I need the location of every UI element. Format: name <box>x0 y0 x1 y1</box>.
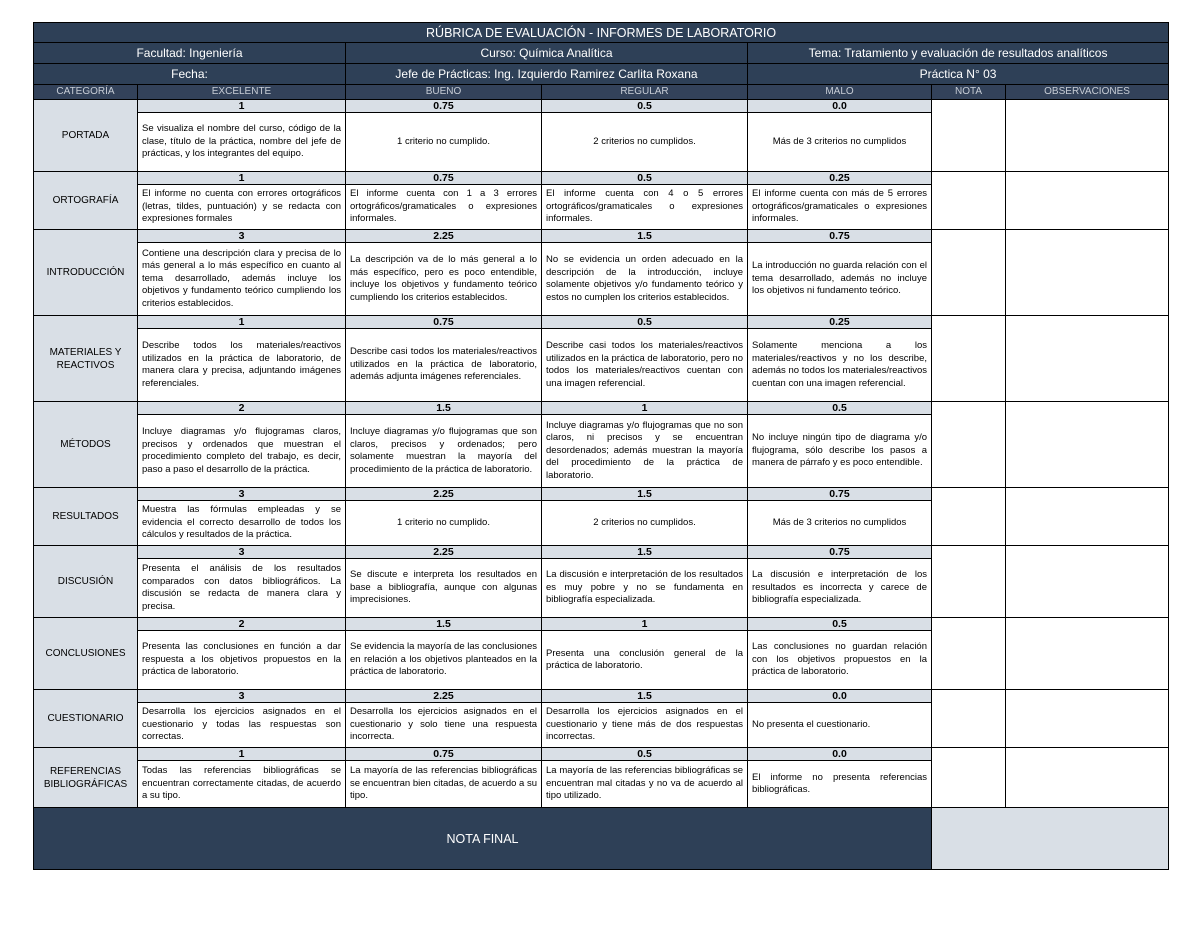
score-portada-excellent: 1 <box>138 100 346 113</box>
description-ortografia-regular: El informe cuenta con 4 o 5 errores ortográficos/gramaticales o expresiones informales. <box>542 185 748 230</box>
description-cuestionario-poor: No presenta el cuestionario. <box>748 703 932 748</box>
criterion-score-row <box>34 546 1169 559</box>
column-header-category: CATEGORÍA <box>34 85 138 100</box>
score-metodos-regular: 1 <box>542 402 748 415</box>
score-discusion-good: 2.25 <box>346 546 542 559</box>
date-label: Fecha: <box>34 64 346 85</box>
description-metodos-good: Incluye diagramas y/o flujogramas que son claros, precisos y ordenados; pero solamente muestran la mayoría del procedimiento de la práctica de laboratorio. <box>346 415 542 488</box>
description-metodos-excellent: Incluye diagramas y/o flujogramas claros, precisos y ordenados que muestran el procedimiento completo del trabajo, es decir, paso a paso el desarrollo de la práctica. <box>138 415 346 488</box>
score-referencias-bibliograficas-good: 0.75 <box>346 748 542 761</box>
final-grade-label: NOTA FINAL <box>34 808 932 870</box>
description-portada-regular: 2 criterios no cumplidos. <box>542 113 748 172</box>
grade-cell-conclusiones[interactable] <box>932 618 1006 690</box>
description-conclusiones-poor: Las conclusiones no guardan relación con los objetivos propuestos en la práctica de laboratorio. <box>748 631 932 690</box>
description-cuestionario-regular: Desarrolla los ejercicios asignados en el cuestionario y tiene más de dos respuestas incorrectas. <box>542 703 748 748</box>
criterion-score-row <box>34 748 1169 761</box>
description-referencias-bibliograficas-excellent: Todas las referencias bibliográficas se encuentran correctamente citadas, de acuerdo a su tipo. <box>138 761 346 808</box>
description-portada-excellent: Se visualiza el nombre del curso, código de la clase, título de la práctica, nombre del jefe de prácticas, y los integrantes del equipo. <box>138 113 346 172</box>
description-discusion-regular: La discusión e interpretación de los resultados es muy pobre y no se fundamenta en bibliografía especializada. <box>542 559 748 618</box>
description-introduccion-regular: No se evidencia un orden adecuado en la descripción de la introducción, incluye solamente objetivos y/o fundamento teórico y estos no cumplen los criterios establecidos. <box>542 243 748 316</box>
column-header-poor: MALO <box>748 85 932 100</box>
grade-cell-introduccion[interactable] <box>932 230 1006 316</box>
description-discusion-excellent: Presenta el análisis de los resultados comparados con datos bibliográficos. La discusión se redacta de manera clara y precisa. <box>138 559 346 618</box>
score-introduccion-regular: 1.5 <box>542 230 748 243</box>
score-resultados-good: 2.25 <box>346 488 542 501</box>
description-metodos-poor: No incluye ningún tipo de diagrama y/o flujograma, sólo describe los pasos a manera de párrafo y es poco entendible. <box>748 415 932 488</box>
score-conclusiones-poor: 0.5 <box>748 618 932 631</box>
faculty-label: Facultad: Ingeniería <box>34 43 346 64</box>
score-portada-regular: 0.5 <box>542 100 748 113</box>
score-referencias-bibliograficas-poor: 0.0 <box>748 748 932 761</box>
topic-label: Tema: Tratamiento y evaluación de resultados analíticos <box>748 43 1169 64</box>
score-cuestionario-regular: 1.5 <box>542 690 748 703</box>
criterion-score-row <box>34 316 1169 329</box>
description-portada-poor: Más de 3 criterios no cumplidos <box>748 113 932 172</box>
score-cuestionario-excellent: 3 <box>138 690 346 703</box>
description-conclusiones-excellent: Presenta las conclusiones en función a dar respuesta a los objetivos propuestos en la práctica de laboratorio. <box>138 631 346 690</box>
score-ortografia-regular: 0.5 <box>542 172 748 185</box>
description-cuestionario-excellent: Desarrolla los ejercicios asignados en el cuestionario y todas las respuestas son correctas. <box>138 703 346 748</box>
score-materiales-y-reactivos-regular: 0.5 <box>542 316 748 329</box>
score-materiales-y-reactivos-excellent: 1 <box>138 316 346 329</box>
rubric-table <box>33 22 1169 870</box>
score-cuestionario-good: 2.25 <box>346 690 542 703</box>
category-materiales-y-reactivos: MATERIALES Y REACTIVOS <box>34 316 138 402</box>
description-referencias-bibliograficas-good: La mayoría de las referencias bibliográficas se encuentran bien citadas, de acuerdo a su tipo. <box>346 761 542 808</box>
column-header-regular: REGULAR <box>542 85 748 100</box>
description-cuestionario-good: Desarrolla los ejercicios asignados en el cuestionario y solo tiene una respuesta incorrecta. <box>346 703 542 748</box>
description-resultados-regular: 2 criterios no cumplidos. <box>542 501 748 546</box>
description-introduccion-good: La descripción va de lo más general a lo más específico, pero es poco entendible, incluye los objetivos y fundamento teórico cumpliendo los criterios establecidos. <box>346 243 542 316</box>
observations-cell-metodos[interactable] <box>1006 402 1169 488</box>
category-portada: PORTADA <box>34 100 138 172</box>
description-materiales-y-reactivos-excellent: Describe todos los materiales/reactivos utilizados en la práctica de laboratorio, de manera clara y precisa, adjuntando imágenes referenciales. <box>138 329 346 402</box>
score-resultados-regular: 1.5 <box>542 488 748 501</box>
score-metodos-excellent: 2 <box>138 402 346 415</box>
score-discusion-excellent: 3 <box>138 546 346 559</box>
observations-cell-resultados[interactable] <box>1006 488 1169 546</box>
final-grade-row <box>34 808 1169 870</box>
description-materiales-y-reactivos-regular: Describe casi todos los materiales/reactivos utilizados en la práctica de laboratorio, pero no todos los materiales/reactivos cuentan con una imagen referencial. <box>542 329 748 402</box>
observations-cell-portada[interactable] <box>1006 100 1169 172</box>
description-metodos-regular: Incluye diagramas y/o flujogramas que no son claros, ni precisos y se encuentran desordenados; además muestran la mayoría del procedimiento de la práctica de laboratorio. <box>542 415 748 488</box>
description-ortografia-good: El informe cuenta con 1 a 3 errores ortográficos/gramaticales o expresiones informales. <box>346 185 542 230</box>
criterion-score-row <box>34 100 1169 113</box>
grade-cell-materiales-y-reactivos[interactable] <box>932 316 1006 402</box>
observations-cell-referencias-bibliograficas[interactable] <box>1006 748 1169 808</box>
description-materiales-y-reactivos-poor: Solamente menciona a los materiales/reactivos y no los describe, además no todos los materiales/reactivos cuentan con una imagen referencial. <box>748 329 932 402</box>
description-referencias-bibliograficas-regular: La mayoría de las referencias bibliográficas se encuentran mal citadas y no va de acuerdo al tipo utilizado. <box>542 761 748 808</box>
observations-cell-introduccion[interactable] <box>1006 230 1169 316</box>
column-header-observations: OBSERVACIONES <box>1006 85 1169 100</box>
description-introduccion-excellent: Contiene una descripción clara y precisa de lo más general a lo más específico en cuanto al tema desarrollado, además incluye los objetivos y fundamento teórico cumpliendo los criterios establecidos. <box>138 243 346 316</box>
category-introduccion: INTRODUCCIÓN <box>34 230 138 316</box>
score-ortografia-excellent: 1 <box>138 172 346 185</box>
description-discusion-poor: La discusión e interpretación de los resultados es incorrecta y carece de bibliografía especializada. <box>748 559 932 618</box>
grade-cell-resultados[interactable] <box>932 488 1006 546</box>
score-discusion-poor: 0.75 <box>748 546 932 559</box>
column-header-good: BUENO <box>346 85 542 100</box>
score-referencias-bibliograficas-regular: 0.5 <box>542 748 748 761</box>
description-resultados-excellent: Muestra las fórmulas empleadas y se evidencia el correcto desarrollo de todos los cálculos y resultados de la práctica. <box>138 501 346 546</box>
score-introduccion-good: 2.25 <box>346 230 542 243</box>
practice-label: Práctica N° 03 <box>748 64 1169 85</box>
score-discusion-regular: 1.5 <box>542 546 748 559</box>
category-discusion: DISCUSIÓN <box>34 546 138 618</box>
instructor-label: Jefe de Prácticas: Ing. Izquierdo Ramirez Carlita Roxana <box>346 64 748 85</box>
category-referencias-bibliograficas: REFERENCIAS BIBLIOGRÁFICAS <box>34 748 138 808</box>
rubric-title: RÚBRICA DE EVALUACIÓN - INFORMES DE LABORATORIO <box>34 23 1169 43</box>
final-grade-value[interactable] <box>932 808 1169 870</box>
observations-cell-discusion[interactable] <box>1006 546 1169 618</box>
score-conclusiones-regular: 1 <box>542 618 748 631</box>
description-materiales-y-reactivos-good: Describe casi todos los materiales/reactivos utilizados en la práctica de laboratorio, además adjunta imágenes referenciales. <box>346 329 542 402</box>
grade-cell-cuestionario[interactable] <box>932 690 1006 748</box>
grade-cell-ortografia[interactable] <box>932 172 1006 230</box>
description-referencias-bibliograficas-poor: El informe no presenta referencias bibliográficas. <box>748 761 932 808</box>
description-introduccion-poor: La introducción no guarda relación con el tema desarrollado, además no incluye los objetivos ni fundamento teórico. <box>748 243 932 316</box>
category-ortografia: ORTOGRAFÍA <box>34 172 138 230</box>
score-resultados-excellent: 3 <box>138 488 346 501</box>
score-cuestionario-poor: 0.0 <box>748 690 932 703</box>
criterion-score-row <box>34 488 1169 501</box>
column-header-grade: NOTA <box>932 85 1006 100</box>
observations-cell-cuestionario[interactable] <box>1006 690 1169 748</box>
description-resultados-poor: Más de 3 criterios no cumplidos <box>748 501 932 546</box>
observations-cell-ortografia[interactable] <box>1006 172 1169 230</box>
category-metodos: MÉTODOS <box>34 402 138 488</box>
score-introduccion-poor: 0.75 <box>748 230 932 243</box>
score-portada-poor: 0.0 <box>748 100 932 113</box>
column-header-excellent: EXCELENTE <box>138 85 346 100</box>
description-portada-good: 1 criterio no cumplido. <box>346 113 542 172</box>
category-cuestionario: CUESTIONARIO <box>34 690 138 748</box>
description-discusion-good: Se discute e interpreta los resultados en base a bibliografía, aunque con algunas imprecisiones. <box>346 559 542 618</box>
description-conclusiones-good: Se evidencia la mayoría de las conclusiones en relación a los objetivos planteados en la práctica de laboratorio. <box>346 631 542 690</box>
criterion-score-row <box>34 618 1169 631</box>
description-ortografia-poor: El informe cuenta con más de 5 errores ortográficos/gramaticales o expresiones informales. <box>748 185 932 230</box>
course-label: Curso: Química Analítica <box>346 43 748 64</box>
grade-cell-referencias-bibliograficas[interactable] <box>932 748 1006 808</box>
score-metodos-good: 1.5 <box>346 402 542 415</box>
score-ortografia-poor: 0.25 <box>748 172 932 185</box>
score-materiales-y-reactivos-good: 0.75 <box>346 316 542 329</box>
observations-cell-conclusiones[interactable] <box>1006 618 1169 690</box>
score-introduccion-excellent: 3 <box>138 230 346 243</box>
category-conclusiones: CONCLUSIONES <box>34 618 138 690</box>
criterion-score-row <box>34 402 1169 415</box>
score-metodos-poor: 0.5 <box>748 402 932 415</box>
description-ortografia-excellent: El informe no cuenta con errores ortográficos (letras, tildes, puntuación) y se redacta con expresiones formales <box>138 185 346 230</box>
observations-cell-materiales-y-reactivos[interactable] <box>1006 316 1169 402</box>
criterion-score-row <box>34 230 1169 243</box>
score-materiales-y-reactivos-poor: 0.25 <box>748 316 932 329</box>
grade-cell-portada[interactable] <box>932 100 1006 172</box>
grade-cell-metodos[interactable] <box>932 402 1006 488</box>
score-ortografia-good: 0.75 <box>346 172 542 185</box>
category-resultados: RESULTADOS <box>34 488 138 546</box>
score-conclusiones-good: 1.5 <box>346 618 542 631</box>
score-referencias-bibliograficas-excellent: 1 <box>138 748 346 761</box>
score-conclusiones-excellent: 2 <box>138 618 346 631</box>
grade-cell-discusion[interactable] <box>932 546 1006 618</box>
score-portada-good: 0.75 <box>346 100 542 113</box>
score-resultados-poor: 0.75 <box>748 488 932 501</box>
criterion-score-row <box>34 690 1169 703</box>
description-conclusiones-regular: Presenta una conclusión general de la práctica de laboratorio. <box>542 631 748 690</box>
description-resultados-good: 1 criterio no cumplido. <box>346 501 542 546</box>
criterion-score-row <box>34 172 1169 185</box>
